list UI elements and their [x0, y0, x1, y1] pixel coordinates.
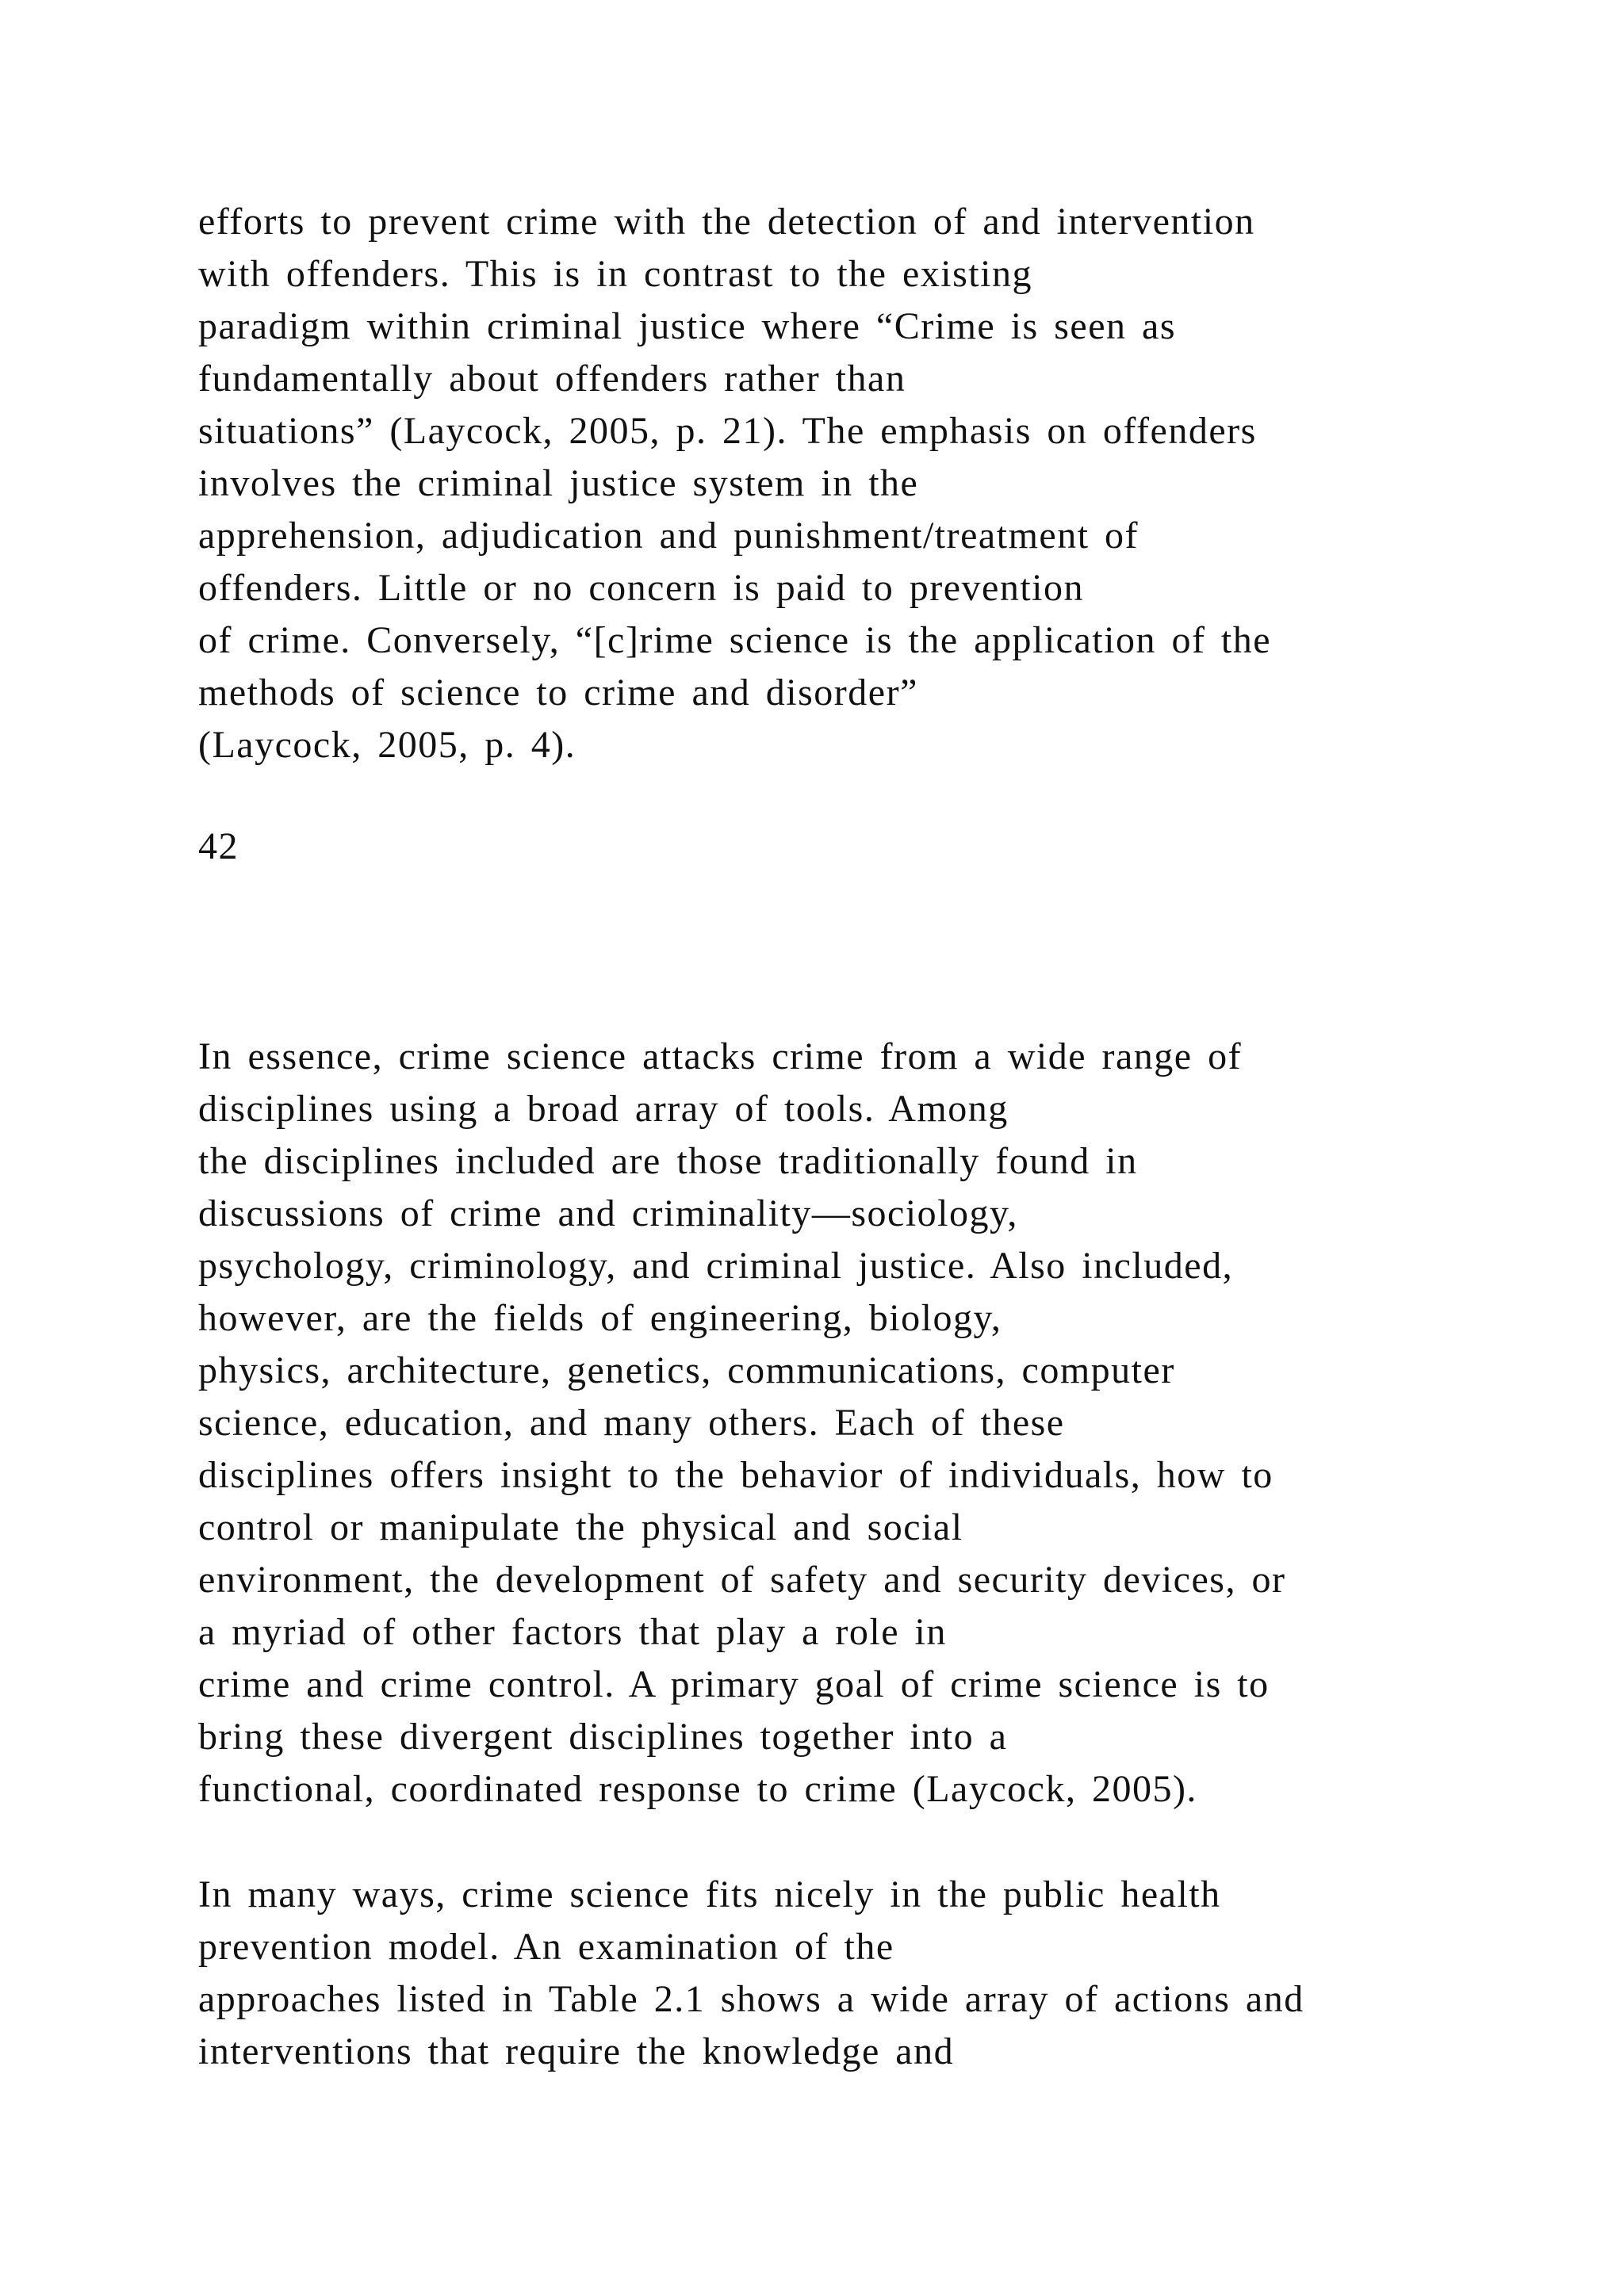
text-line: physics, architecture, genetics, communications, computer	[198, 1349, 1175, 1391]
text-line: (Laycock, 2005, p. 4).	[198, 724, 576, 766]
paragraph-public-health-model	[198, 1869, 1546, 2078]
text-line: however, are the fields of engineering, biology,	[198, 1297, 1002, 1339]
text-line: efforts to prevent crime with the detection of and intervention	[198, 201, 1255, 243]
text-line: the disciplines included are those traditionally found in	[198, 1140, 1138, 1182]
text-line: In essence, crime science attacks crime from a wide range of	[198, 1035, 1243, 1077]
text-line: science, education, and many others. Each of these	[198, 1402, 1065, 1444]
text-line: with offenders. This is in contrast to the existing	[198, 253, 1032, 295]
text-line: In many ways, crime science fits nicely in the public health	[198, 1873, 1221, 1915]
paragraph-crime-prevention-paradigm	[198, 196, 1546, 771]
text-line: a myriad of other factors that play a role in	[198, 1611, 947, 1653]
text-line: methods of science to crime and disorder”	[198, 672, 918, 714]
text-line: disciplines using a broad array of tools. Among	[198, 1088, 1009, 1130]
text-line: bring these divergent disciplines together into a	[198, 1716, 1008, 1758]
text-line: situations” (Laycock, 2005, p. 21). The emphasis on offenders	[198, 410, 1257, 452]
text-line: environment, the development of safety and security devices, or	[198, 1559, 1286, 1601]
text-line: of crime. Conversely, “[c]rime science is the application of the	[198, 619, 1272, 661]
text-line: paradigm within criminal justice where “Crime is seen as	[198, 305, 1176, 347]
text-line: control or manipulate the physical and social	[198, 1506, 963, 1548]
text-line: approaches listed in Table 2.1 shows a wide array of actions and	[198, 1978, 1304, 2020]
text-line: interventions that require the knowledge and	[198, 2030, 955, 2072]
text-line: functional, coordinated response to crime (Laycock, 2005).	[198, 1768, 1197, 1810]
paragraph-crime-science-disciplines	[198, 1031, 1546, 1816]
text-line: offenders. Little or no concern is paid to prevention	[198, 567, 1084, 609]
page-number	[198, 821, 1546, 873]
text-line: psychology, criminology, and criminal justice. Also included,	[198, 1245, 1234, 1287]
text-line: disciplines offers insight to the behavior of individuals, how to	[198, 1454, 1274, 1496]
page-number-text: 42	[198, 825, 239, 867]
text-line: fundamentally about offenders rather than	[198, 358, 906, 400]
text-line: apprehension, adjudication and punishment/treatment of	[198, 515, 1139, 557]
text-line: involves the criminal justice system in the	[198, 462, 919, 504]
text-line: prevention model. An examination of the	[198, 1926, 894, 1968]
text-line: discussions of crime and criminality—sociology,	[198, 1192, 1018, 1234]
text-line: crime and crime control. A primary goal of crime science is to	[198, 1663, 1270, 1705]
